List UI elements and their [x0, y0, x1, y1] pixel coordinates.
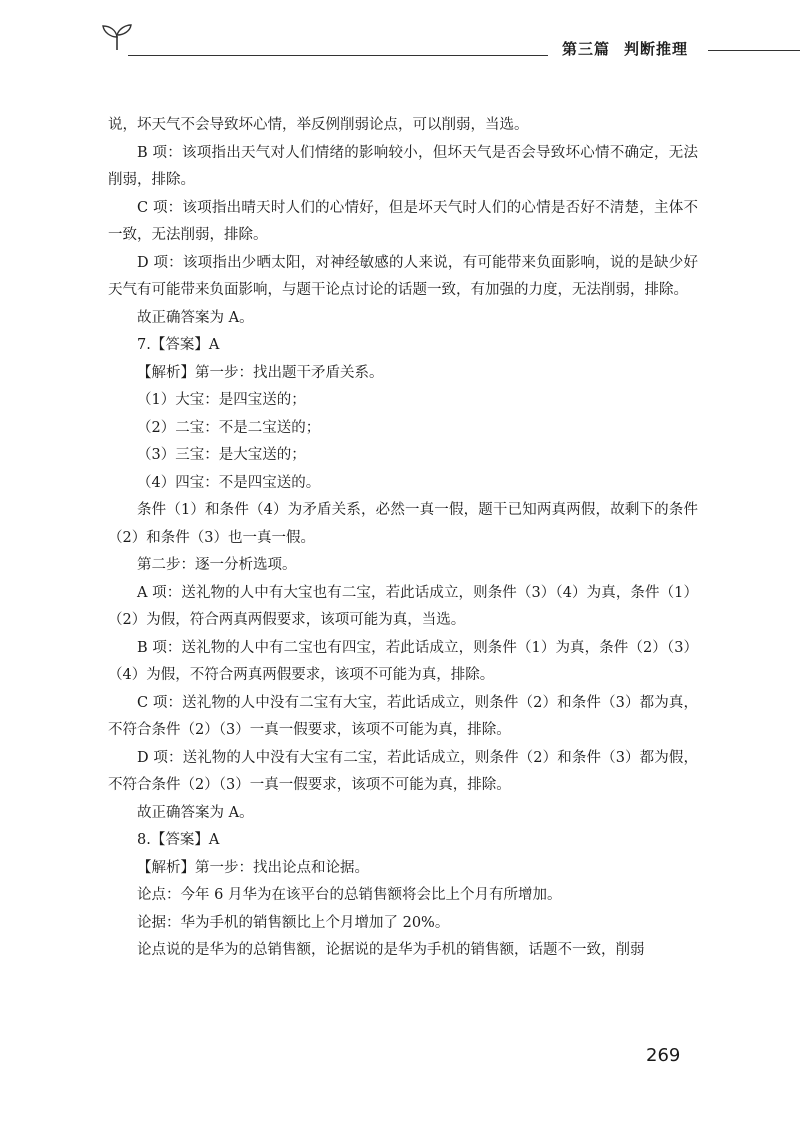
paragraph: A 项：送礼物的人中有大宝也有二宝，若此话成立，则条件（3）（4）为真，条件（1）（2）为假，符合两真两假要求，该项可能为真，当选。	[108, 584, 698, 628]
paragraph: 论点说的是华为的总销售额，论据说的是华为手机的销售额，话题不一致，削弱	[137, 942, 645, 958]
paragraph: 论据：华为手机的销售额比上个月增加了 20%。	[137, 914, 450, 931]
page-body	[108, 112, 698, 965]
page-header	[0, 0, 800, 70]
paragraph: 故正确答案为 A。	[137, 804, 254, 821]
condition-item: （2）二宝：不是二宝送的；	[137, 419, 321, 436]
analysis-step: 【解析】第一步：找出题干矛盾关系。	[137, 364, 384, 381]
paragraph: C 项：送礼物的人中没有二宝有大宝，若此话成立，则条件（2）和条件（3）都为真，不符合条件（2）（3）一真一假要求，该项不可能为真，排除。	[108, 694, 698, 738]
answer-heading: 7.【答案】A	[137, 337, 220, 353]
paragraph: B 项：该项指出天气对人们情绪的影响较小，但坏天气是否会导致坏心情不确定，无法削弱，排除。	[108, 144, 698, 188]
paragraph: C 项：该项指出晴天时人们的心情好，但是坏天气时人们的心情是否好不清楚，主体不一致，无法削弱，排除。	[108, 199, 698, 243]
condition-item: （4）四宝：不是四宝送的。	[137, 474, 321, 491]
condition-item: （1）大宝：是四宝送的；	[137, 392, 306, 408]
header-rule-right	[708, 50, 800, 51]
paragraph: 说，坏天气不会导致坏心情，举反例削弱论点，可以削弱，当选。	[108, 117, 529, 133]
header-rule-left	[128, 55, 548, 56]
header-part: 第三篇	[562, 40, 611, 58]
condition-item: （3）三宝：是大宝送的；	[137, 447, 306, 463]
analysis-step: 【解析】第一步：找出论点和论据。	[137, 859, 369, 876]
paragraph: D 项：送礼物的人中没有大宝有二宝，若此话成立，则条件（2）和条件（3）都为假，不符合条件（2）（3）一真一假要求，该项不可能为真，排除。	[108, 749, 698, 793]
paragraph: D 项：该项指出少晒太阳，对神经敏感的人来说，有可能带来负面影响，说的是缺少好天气有可能带来负面影响，与题干论点讨论的话题一致，有加强的力度，无法削弱，排除。	[108, 254, 698, 298]
header-section: 判断推理	[624, 40, 689, 58]
paragraph: 故正确答案为 A。	[137, 309, 254, 326]
page-number: 269	[646, 1045, 681, 1066]
analysis-step: 第二步：逐一分析选项。	[137, 557, 297, 573]
sprout-icon	[100, 22, 134, 52]
paragraph: 论点：今年 6 月华为在该平台的总销售额将会比上个月有所增加。	[137, 887, 562, 903]
paragraph: B 项：送礼物的人中有二宝也有四宝，若此话成立，则条件（1）为真，条件（2）（3）（4）为假，不符合两真两假要求，该项不可能为真，排除。	[108, 639, 698, 683]
paragraph: 条件（1）和条件（4）为矛盾关系，必然一真一假，题干已知两真两假，故剩下的条件（2）和条件（3）也一真一假。	[108, 502, 698, 546]
answer-heading: 8.【答案】A	[137, 832, 220, 848]
header-title	[562, 38, 688, 59]
